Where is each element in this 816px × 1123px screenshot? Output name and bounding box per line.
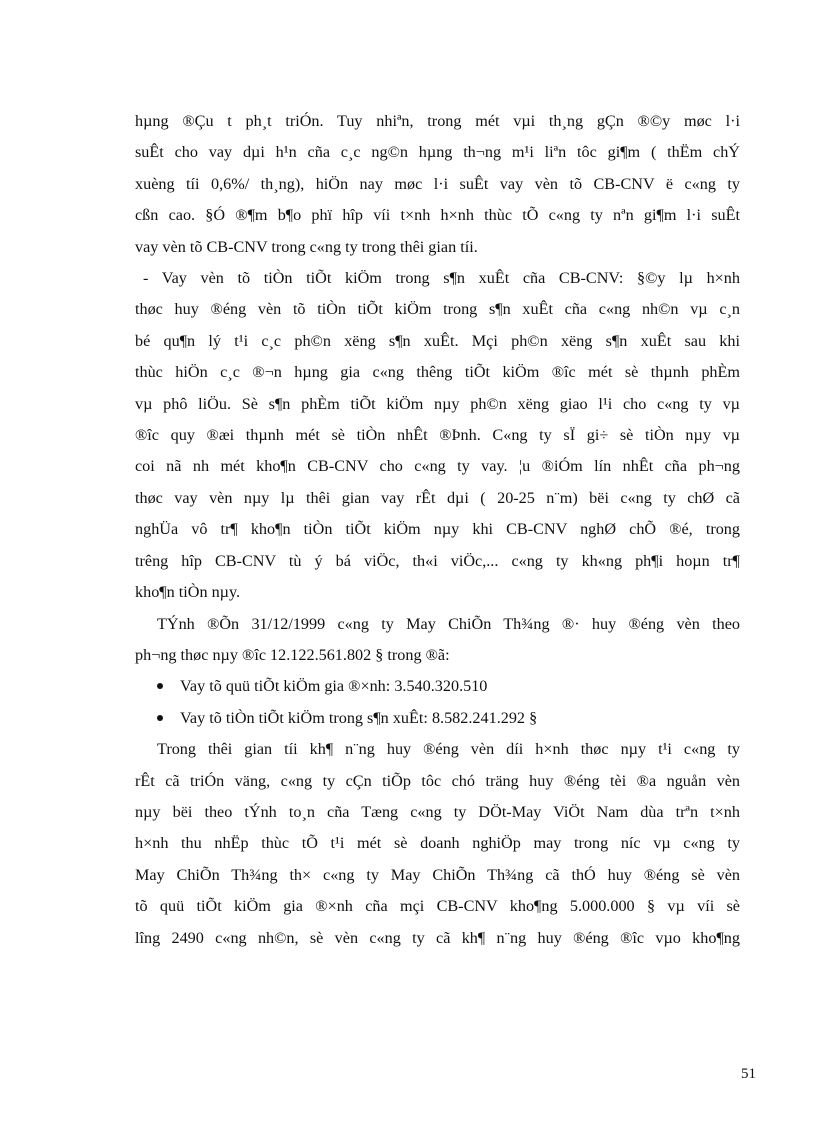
paragraph-2	[135, 263, 740, 608]
text-line: thùc hiÖn c¸c ®¬n hµng gia c«ng thêng tiÕt kiÖm ®îc mét sè thµnh phÈm	[135, 363, 740, 382]
text-line: Trong thêi gian tíi kh¶ n¨ng huy ®éng vèn díi h×nh thøc nµy t¹i c«ng ty	[157, 740, 740, 759]
bullet-icon	[157, 683, 163, 689]
text-line: thøc vay vèn nµy lµ thêi gian vay rÊt dµi ( 20-25 n¨m) bëi c«ng ty chØ cã	[135, 488, 740, 507]
paragraph-3	[135, 609, 740, 672]
text-line: vµ phô liÖu. Sè s¶n phÈm tiÕt kiÖm nµy ph©n xëng giao l¹i cho c«ng ty vµ	[135, 394, 740, 413]
text-line: h×nh thu nhËp thùc tÕ t¹i mét sè doanh nghiÖp may trong níc vµ c«ng ty	[135, 834, 740, 853]
text-line: lîng 2490 c«ng nh©n, sè vèn c«ng ty cã kh¶ n¨ng huy ®éng ®îc vµo kho¶ng	[135, 928, 740, 947]
list-item	[135, 671, 740, 702]
text-line: ph¬ng thøc nµy ®îc 12.122.561.802 § trong ®ã:	[135, 645, 450, 664]
text-line: cßn cao. §Ó ®¶m b¶o phï hîp víi t×nh h×nh thùc tÕ c«ng ty nªn gi¶m l·i suÊt	[135, 206, 740, 225]
page-body	[135, 106, 740, 954]
list-item-text: Vay tõ quü tiÕt kiÖm gia ®×nh: 3.540.320.510	[180, 677, 488, 696]
text-line: xuèng tíi 0,6%/ th¸ng), hiÖn nay møc l·i suÊt vay vèn tõ CB-CNV ë c«ng ty	[135, 174, 740, 193]
text-line: suÊt cho vay dµi h¹n cña c¸c ng©n hµng th¬ng m¹i liªn tôc gi¶m ( thËm chÝ	[135, 143, 740, 162]
text-line: May ChiÕn Th¾ng th× c«ng ty May ChiÕn Th¾ng cã thÓ huy ®éng sè vèn	[135, 865, 740, 884]
text-line: thøc huy ®éng vèn tõ tiÒn tiÕt kiÖm trong s¶n xuÊt cña c«ng nh©n vµ c¸n	[135, 300, 740, 319]
text-line: TÝnh ®Õn 31/12/1999 c«ng ty May ChiÕn Th¾ng ®· huy ®éng vèn theo	[157, 614, 740, 633]
text-line: hµng ®Çu t ph¸t triÓn. Tuy nhiªn, trong mét vµi th¸ng gÇn ®©y møc l·i	[135, 112, 740, 130]
page-number: 51	[741, 1066, 756, 1082]
text-line: bé qu¶n lý t¹i c¸c ph©n xëng s¶n xuÊt. Mçi ph©n xëng s¶n xuÊt sau khi	[135, 331, 740, 350]
paragraph-4	[135, 734, 740, 954]
text-line: kho¶n tiÒn nµy.	[135, 583, 241, 602]
text-line: rÊt cã triÓn väng, c«ng ty cÇn tiÕp tôc chó träng huy ®éng tèi ®a nguån vèn	[135, 771, 740, 790]
list-item-text: Vay tõ tiÒn tiÕt kiÖm trong s¶n xuÊt: 8.582.241.292 §	[180, 708, 538, 727]
bullet-icon	[157, 715, 163, 721]
text-line: vay vèn tõ CB-CNV trong c«ng ty trong thêi gian tíi.	[135, 237, 478, 256]
text-line: coi nã nh mét kho¶n CB-CNV cho c«ng ty vay. ¦u ®iÓm lín nhÊt cña ph¬ng	[135, 457, 740, 476]
paragraph-1	[135, 106, 740, 263]
text-line: ®îc quy ®æi thµnh mét sè tiÒn nhÊt ®Þnh. C«ng ty sÏ gi÷ sè tiÒn nµy vµ	[135, 426, 740, 445]
bullet-list	[135, 671, 740, 734]
list-item	[135, 703, 740, 734]
text-line: trêng hîp CB-CNV tù ý bá viÖc, th«i viÖc,... c«ng ty kh«ng ph¶i hoµn tr¶	[135, 551, 740, 570]
text-line: nghÜa vô tr¶ kho¶n tiÒn tiÕt kiÖm nµy khi CB-CNV nghØ chÕ ®é, trong	[135, 520, 740, 539]
text-line: tõ quü tiÕt kiÖm gia ®×nh cña mçi CB-CNV kho¶ng 5.000.000 § vµ víi sè	[135, 897, 740, 916]
text-line: nµy bëi theo tÝnh to¸n cña Tæng c«ng ty DÖt-May ViÖt Nam dùa trªn t×nh	[135, 802, 740, 821]
text-line: - Vay vèn tõ tiÒn tiÕt kiÖm trong s¶n xuÊt cña CB-CNV: §©y lµ h×nh	[143, 269, 740, 288]
